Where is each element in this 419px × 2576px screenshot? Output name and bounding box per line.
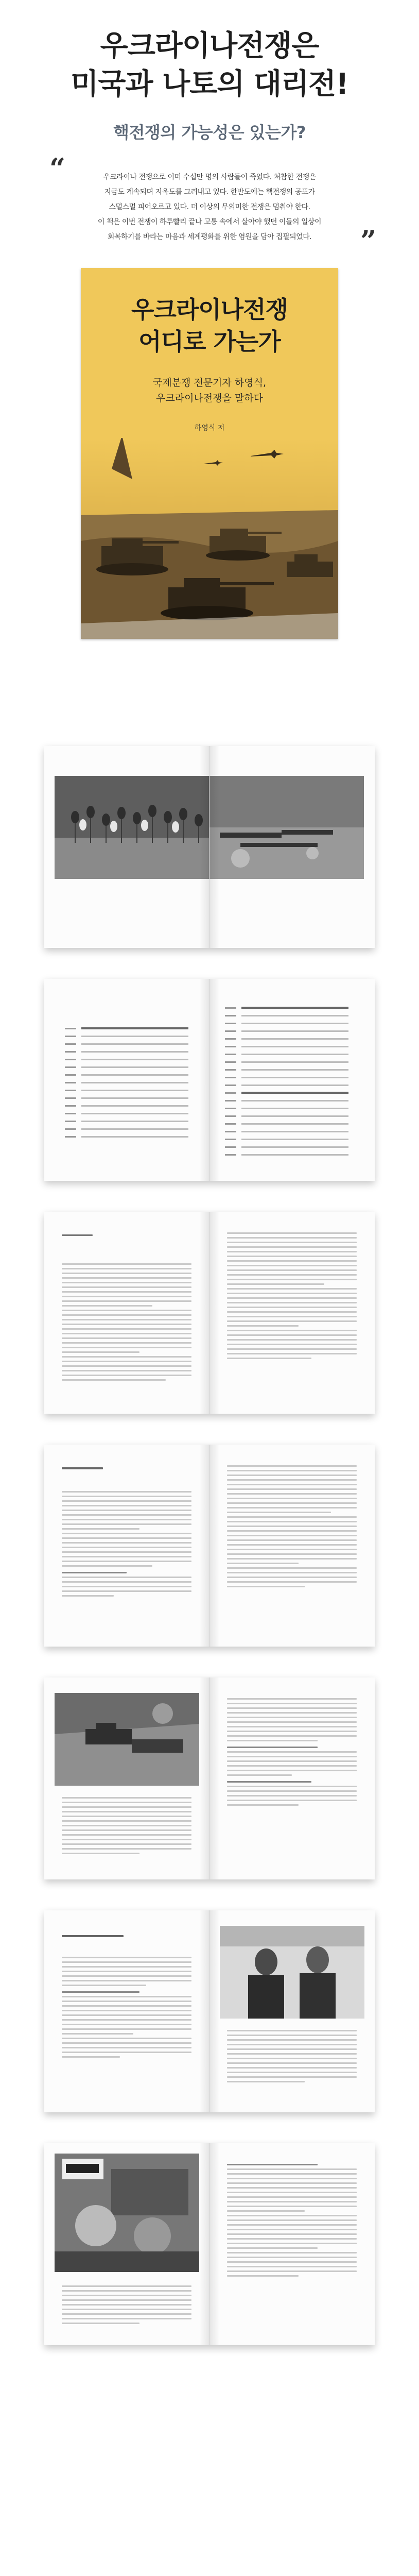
- book-title-line-1: 우크라이나전쟁: [131, 296, 288, 324]
- headline-line-1: 우크라이나전쟁은: [100, 29, 319, 63]
- protest-photo-art: [55, 2154, 199, 2272]
- book-author: 하영식 저: [194, 424, 225, 432]
- body-text-block: [227, 2030, 357, 2086]
- book-spread-prologue: [44, 1212, 375, 1414]
- spread-gutter: [199, 1677, 220, 1879]
- spread-gutter: [199, 979, 220, 1181]
- book-spread-chapter: [44, 1445, 375, 1647]
- book-title-line-2: 어디로 가는가: [138, 328, 281, 355]
- spread-right-page: [210, 1677, 375, 1879]
- spread-gutter: [199, 2143, 220, 2345]
- body-text-block: [62, 1263, 191, 1384]
- book-spread-protest: [44, 2143, 375, 2345]
- intro-line: 회복하기를 바라는 마음과 세계평화를 위한 염원을 담아 집필되었다.: [107, 233, 312, 241]
- body-text-block: [62, 1957, 191, 2061]
- body-text-block: [227, 2164, 357, 2280]
- detail-page: [0, 0, 419, 721]
- book-title: [81, 294, 338, 358]
- body-text-block: [227, 1232, 357, 1362]
- spread-gutter: [199, 1212, 220, 1414]
- cover-war-illustration: [81, 438, 338, 639]
- book-subtitle-line-1: 국제분쟁 전문기자 하영식,: [152, 377, 266, 388]
- weapons-photo: [210, 776, 364, 879]
- toc-list: [225, 1005, 348, 1159]
- chapter-heading-block: [62, 1234, 93, 1239]
- body-text-block: [227, 1465, 357, 1590]
- tulips-photo: [55, 776, 209, 879]
- book-spread-text-photo: [44, 1910, 375, 2112]
- book-subtitle-line-2: 우크라이나전쟁을 말하다: [156, 393, 263, 404]
- spread-left-page: [44, 1445, 210, 1647]
- toc-list: [65, 1025, 188, 1141]
- politicians-photo-art: [220, 1926, 364, 2019]
- spread-right-page: [210, 1212, 375, 1414]
- spread-left-page: [44, 1212, 210, 1414]
- spread-left-page: [44, 746, 210, 948]
- spread-right-page: [210, 1445, 375, 1647]
- spread-gutter: [199, 1445, 220, 1647]
- intro-text: [72, 170, 347, 245]
- book-spread-photo-1: [44, 746, 375, 948]
- intro-line: 우크라이나 전쟁으로 이미 수십만 명의 사람들이 죽었다. 처참한 전쟁은: [103, 173, 316, 181]
- book-spread-photo-text: [44, 1677, 375, 1879]
- intro-line: 지금도 계속되며 지옥도를 그려내고 있다. 한반도에는 핵전쟁의 공포가: [104, 188, 315, 196]
- spread-gutter: [199, 1910, 220, 2112]
- book-subtitle: [81, 375, 338, 406]
- spread-right-page: [210, 2143, 375, 2345]
- spread-right-page: [210, 979, 375, 1181]
- spread-left-page: [44, 1677, 210, 1879]
- headline-question: 핵전쟁의 가능성은 있는가?: [113, 123, 306, 142]
- spread-right-page: [210, 746, 375, 948]
- headline-line-2: 미국과 나토의 대리전!: [71, 67, 348, 101]
- spread-left-page: [44, 1910, 210, 2112]
- close-quote-icon: ”: [360, 224, 377, 257]
- spread-right-page: [210, 1910, 375, 2112]
- battlefield-photo-art: [55, 1693, 199, 1786]
- chapter-heading-block: [62, 1467, 103, 1472]
- open-quote-icon: “: [49, 152, 66, 185]
- spread-left-page: [44, 979, 210, 1181]
- spread-left-page: [44, 2143, 210, 2345]
- battlefield-photo: [55, 1693, 199, 1786]
- intro-line: 이 책은 이번 전쟁이 하루빨리 끝나 고통 속에서 살아야 했던 이들의 일상이: [97, 218, 322, 226]
- weapons-photo-art: [210, 776, 364, 879]
- body-text-block: [62, 2285, 191, 2327]
- intro-line: 스멀스멀 피어오르고 있다. 더 이상의 무의미한 전쟁은 멈춰야 한다.: [109, 203, 310, 211]
- chapter-heading-block: [62, 1935, 124, 1940]
- body-text-block: [62, 1797, 191, 1857]
- protest-photo: [55, 2154, 199, 2272]
- tulips-photo-art: [55, 776, 209, 879]
- book-spread-toc: [44, 979, 375, 1181]
- spread-gutter: [199, 746, 220, 948]
- body-text-block: [227, 1698, 357, 1809]
- politicians-photo: [220, 1926, 364, 2019]
- book-cover: [81, 268, 338, 639]
- body-text-block: [62, 1491, 191, 1600]
